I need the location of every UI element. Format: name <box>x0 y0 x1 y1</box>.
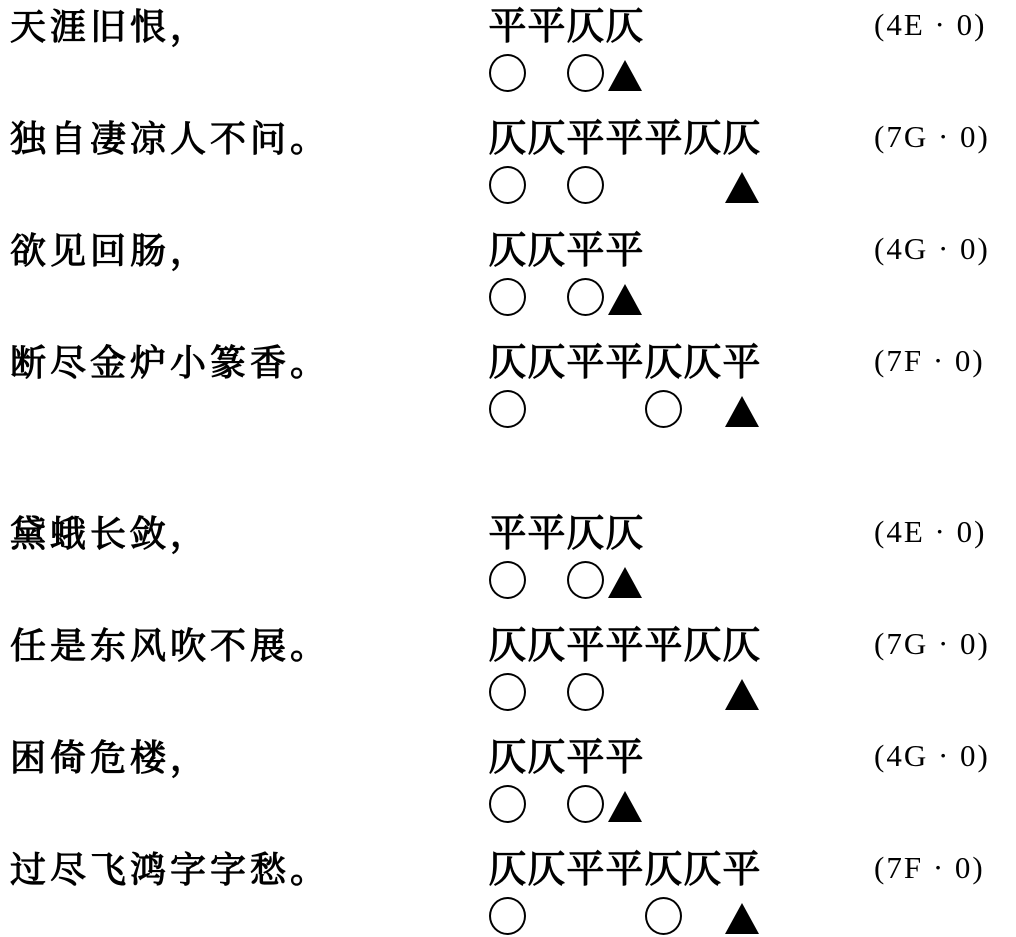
tone-marks <box>488 273 644 317</box>
tone-mark-cell <box>527 49 566 93</box>
tone-char: 仄 <box>683 625 722 667</box>
circle-mark-icon <box>489 673 526 711</box>
tone-mark-cell <box>488 556 527 600</box>
tone-mark-cell <box>488 385 527 429</box>
tone-pattern <box>488 229 644 273</box>
poem-line-row <box>0 624 1016 736</box>
tone-marks <box>488 892 761 936</box>
tone-mark-cell <box>605 668 644 712</box>
poem-line-text: 断尽金炉小篆香。 <box>10 343 331 383</box>
meter-annotation: (4G · 0) <box>874 231 990 266</box>
circle-mark-icon <box>489 897 526 935</box>
tone-char: 平 <box>566 118 605 160</box>
poem-line-text: 欲见回肠， <box>10 231 211 271</box>
tone-char: 平 <box>488 6 527 48</box>
circle-mark-icon <box>489 785 526 823</box>
circle-mark-icon <box>489 278 526 316</box>
poem-line-text: 过尽飞鸿字字愁。 <box>10 850 331 890</box>
poem-line-row <box>0 341 1016 453</box>
tone-char: 仄 <box>527 342 566 384</box>
circle-mark-icon <box>489 390 526 428</box>
tone-char: 仄 <box>527 737 566 779</box>
tone-char: 平 <box>644 625 683 667</box>
circle-mark-icon <box>489 166 526 204</box>
circle-mark-icon <box>645 390 682 428</box>
meter-annotation: (7F · 0) <box>874 850 985 885</box>
circle-mark-icon <box>567 785 604 823</box>
circle-mark-icon <box>645 897 682 935</box>
tone-mark-cell <box>644 161 683 205</box>
tone-marks <box>488 780 644 824</box>
tone-char: 仄 <box>527 849 566 891</box>
tone-char: 平 <box>566 849 605 891</box>
tone-mark-cell <box>488 161 527 205</box>
tone-char: 平 <box>605 342 644 384</box>
tone-char: 平 <box>722 849 761 891</box>
tone-mark-cell <box>488 892 527 936</box>
tone-mark-cell <box>527 892 566 936</box>
tone-mark-cell <box>527 385 566 429</box>
tone-mark-cell <box>605 49 644 93</box>
tone-pattern <box>488 341 761 385</box>
tone-char: 平 <box>488 513 527 555</box>
meter-annotation: (7G · 0) <box>874 119 990 154</box>
tone-mark-cell <box>722 668 761 712</box>
tone-mark-cell <box>566 49 605 93</box>
stanza <box>0 5 1016 453</box>
tone-mark-cell <box>527 161 566 205</box>
triangle-mark-icon <box>608 60 642 91</box>
tone-mark-cell <box>722 892 761 936</box>
tone-mark-cell <box>605 780 644 824</box>
poem-line-row <box>0 512 1016 624</box>
tone-char: 平 <box>605 737 644 779</box>
circle-mark-icon <box>567 561 604 599</box>
tone-mark-cell <box>488 49 527 93</box>
tone-char: 平 <box>527 6 566 48</box>
poem-line-row <box>0 848 1016 937</box>
tone-mark-cell <box>566 780 605 824</box>
tone-char: 仄 <box>605 513 644 555</box>
tone-mark-cell <box>683 385 722 429</box>
poem-line-row <box>0 5 1016 117</box>
tone-mark-cell <box>566 385 605 429</box>
triangle-mark-icon <box>725 679 759 710</box>
tone-mark-cell <box>488 273 527 317</box>
triangle-mark-icon <box>608 567 642 598</box>
tone-marks <box>488 556 644 600</box>
tone-mark-cell <box>605 161 644 205</box>
poem-line-text: 困倚危楼， <box>10 738 211 778</box>
tone-marks <box>488 385 761 429</box>
tone-pattern <box>488 624 761 668</box>
poem-line-text: 黛蛾长敛， <box>10 514 211 554</box>
tone-mark-cell <box>605 556 644 600</box>
tone-mark-cell <box>488 668 527 712</box>
tone-mark-cell <box>566 892 605 936</box>
tone-char: 平 <box>605 118 644 160</box>
tone-char: 平 <box>605 230 644 272</box>
tone-mark-cell <box>566 161 605 205</box>
tone-pattern <box>488 848 761 892</box>
tone-char: 仄 <box>527 230 566 272</box>
tone-char: 仄 <box>722 118 761 160</box>
circle-mark-icon <box>567 673 604 711</box>
poem-line-row <box>0 229 1016 341</box>
tone-char: 仄 <box>683 849 722 891</box>
tone-char: 平 <box>722 342 761 384</box>
tone-char: 仄 <box>644 342 683 384</box>
tone-char: 平 <box>566 625 605 667</box>
stanza <box>0 512 1016 937</box>
tone-mark-cell <box>605 273 644 317</box>
tone-char: 仄 <box>527 118 566 160</box>
tone-pattern <box>488 117 761 161</box>
tone-char: 仄 <box>488 230 527 272</box>
tone-mark-cell <box>683 161 722 205</box>
tone-char: 平 <box>566 342 605 384</box>
meter-annotation: (7G · 0) <box>874 626 990 661</box>
tone-char: 仄 <box>488 737 527 779</box>
tone-mark-cell <box>644 892 683 936</box>
tone-char: 仄 <box>566 6 605 48</box>
tone-char: 平 <box>566 230 605 272</box>
tone-marks <box>488 49 644 93</box>
circle-mark-icon <box>489 54 526 92</box>
tone-marks <box>488 161 761 205</box>
circle-mark-icon <box>567 278 604 316</box>
tone-mark-cell <box>605 385 644 429</box>
tone-char: 仄 <box>527 625 566 667</box>
triangle-mark-icon <box>608 791 642 822</box>
tone-pattern <box>488 512 644 556</box>
triangle-mark-icon <box>608 284 642 315</box>
tone-char: 仄 <box>683 342 722 384</box>
tone-marks <box>488 668 761 712</box>
meter-annotation: (4E · 0) <box>874 514 987 549</box>
tone-mark-cell <box>488 780 527 824</box>
triangle-mark-icon <box>725 396 759 427</box>
tone-mark-cell <box>644 668 683 712</box>
tone-char: 平 <box>605 625 644 667</box>
tone-pattern <box>488 5 644 49</box>
tone-mark-cell <box>644 385 683 429</box>
meter-annotation: (7F · 0) <box>874 343 985 378</box>
triangle-mark-icon <box>725 172 759 203</box>
poem-line-text: 独自凄凉人不问。 <box>10 119 331 159</box>
tone-mark-cell <box>527 556 566 600</box>
tone-char: 平 <box>566 737 605 779</box>
meter-annotation: (4E · 0) <box>874 7 987 42</box>
tone-mark-cell <box>566 273 605 317</box>
tone-char: 仄 <box>488 118 527 160</box>
tone-pattern <box>488 736 644 780</box>
tone-mark-cell <box>683 668 722 712</box>
circle-mark-icon <box>567 54 604 92</box>
tone-char: 仄 <box>722 625 761 667</box>
tone-mark-cell <box>722 385 761 429</box>
tone-char: 仄 <box>488 342 527 384</box>
circle-mark-icon <box>489 561 526 599</box>
tone-mark-cell <box>722 161 761 205</box>
meter-annotation: (4G · 0) <box>874 738 990 773</box>
tone-mark-cell <box>566 668 605 712</box>
tone-mark-cell <box>683 892 722 936</box>
tone-char: 仄 <box>644 849 683 891</box>
tone-mark-cell <box>566 556 605 600</box>
tone-char: 平 <box>527 513 566 555</box>
poem-line-row <box>0 736 1016 848</box>
tone-mark-cell <box>605 892 644 936</box>
tone-mark-cell <box>527 273 566 317</box>
poem-line-text: 任是东风吹不展。 <box>10 626 331 666</box>
tone-char: 仄 <box>683 118 722 160</box>
tone-char: 仄 <box>566 513 605 555</box>
triangle-mark-icon <box>725 903 759 934</box>
tone-char: 平 <box>605 849 644 891</box>
tone-mark-cell <box>527 668 566 712</box>
tone-char: 仄 <box>605 6 644 48</box>
poem-line-row <box>0 117 1016 229</box>
tone-mark-cell <box>527 780 566 824</box>
tone-char: 仄 <box>488 849 527 891</box>
poem-line-text: 天涯旧恨， <box>10 7 211 47</box>
circle-mark-icon <box>567 166 604 204</box>
tone-char: 平 <box>644 118 683 160</box>
tone-char: 仄 <box>488 625 527 667</box>
